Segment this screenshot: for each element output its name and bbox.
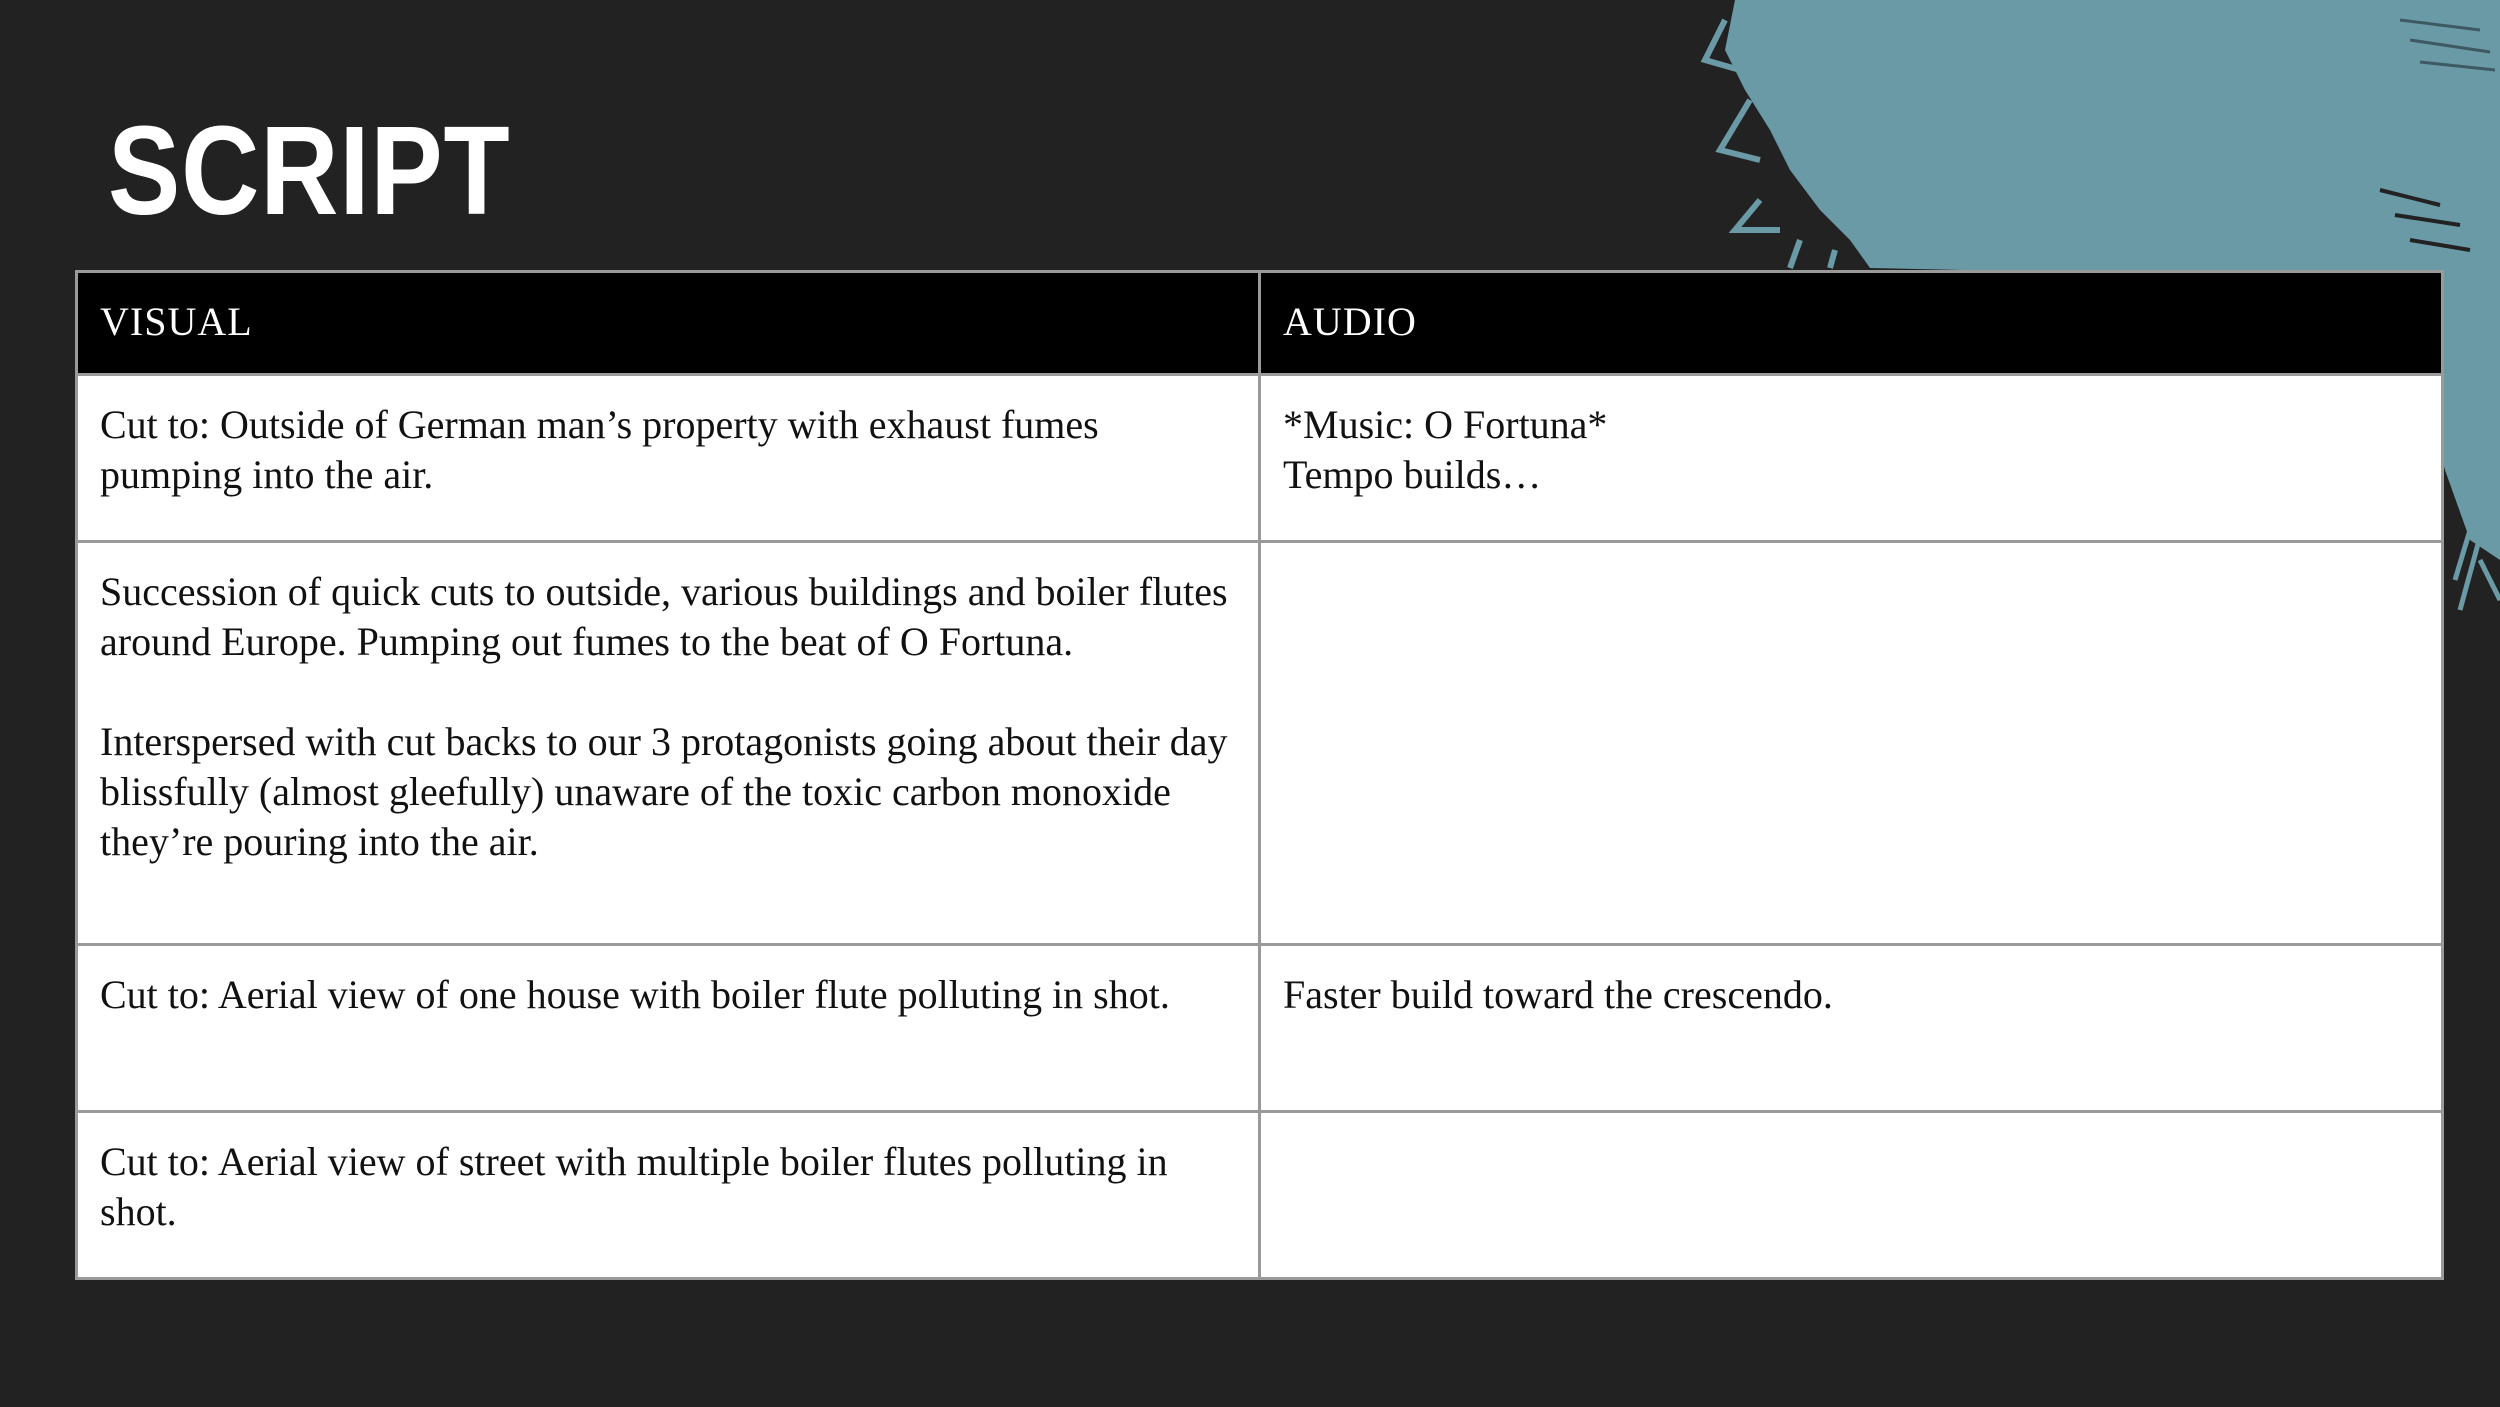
table-row bbox=[77, 945, 2443, 1112]
visual-text: Succession of quick cuts to outside, various buildings and boiler flutes around Europe. Pumping out fumes to the beat of O Fortuna. bbox=[100, 569, 1228, 664]
audio-text: Faster build toward the crescendo. bbox=[1283, 972, 1833, 1017]
visual-text: Interspersed with cut backs to our 3 protagonists going about their day blissfully (almost gleefully) unaware of the toxic carbon monoxide they’re pouring into the air. bbox=[100, 719, 1228, 864]
audio-cell bbox=[1260, 945, 2443, 1112]
audio-cell bbox=[1260, 375, 2443, 542]
visual-text: Cut to: Outside of German man’s property with exhaust fumes pumping into the air. bbox=[100, 402, 1099, 497]
audio-cell-empty bbox=[1260, 1112, 2443, 1279]
script-table bbox=[75, 270, 2444, 1280]
visual-cell bbox=[77, 542, 1260, 945]
audio-text: Tempo builds… bbox=[1283, 452, 1542, 497]
table-row bbox=[77, 375, 2443, 542]
visual-column-header: VISUAL bbox=[77, 272, 1260, 375]
visual-text: Cut to: Aerial view of one house with boiler flute polluting in shot. bbox=[100, 972, 1170, 1017]
audio-text: *Music: O Fortuna* bbox=[1283, 402, 1608, 447]
visual-cell bbox=[77, 1112, 1260, 1279]
audio-column-header: AUDIO bbox=[1260, 272, 2443, 375]
table-header-row bbox=[77, 272, 2443, 375]
audio-cell-empty bbox=[1260, 542, 2443, 945]
visual-text: Cut to: Aerial view of street with multiple boiler flutes polluting in shot. bbox=[100, 1139, 1168, 1234]
visual-cell bbox=[77, 945, 1260, 1112]
visual-cell bbox=[77, 375, 1260, 542]
slide-title: SCRIPT bbox=[108, 100, 511, 241]
table-row bbox=[77, 542, 2443, 945]
table-row bbox=[77, 1112, 2443, 1279]
